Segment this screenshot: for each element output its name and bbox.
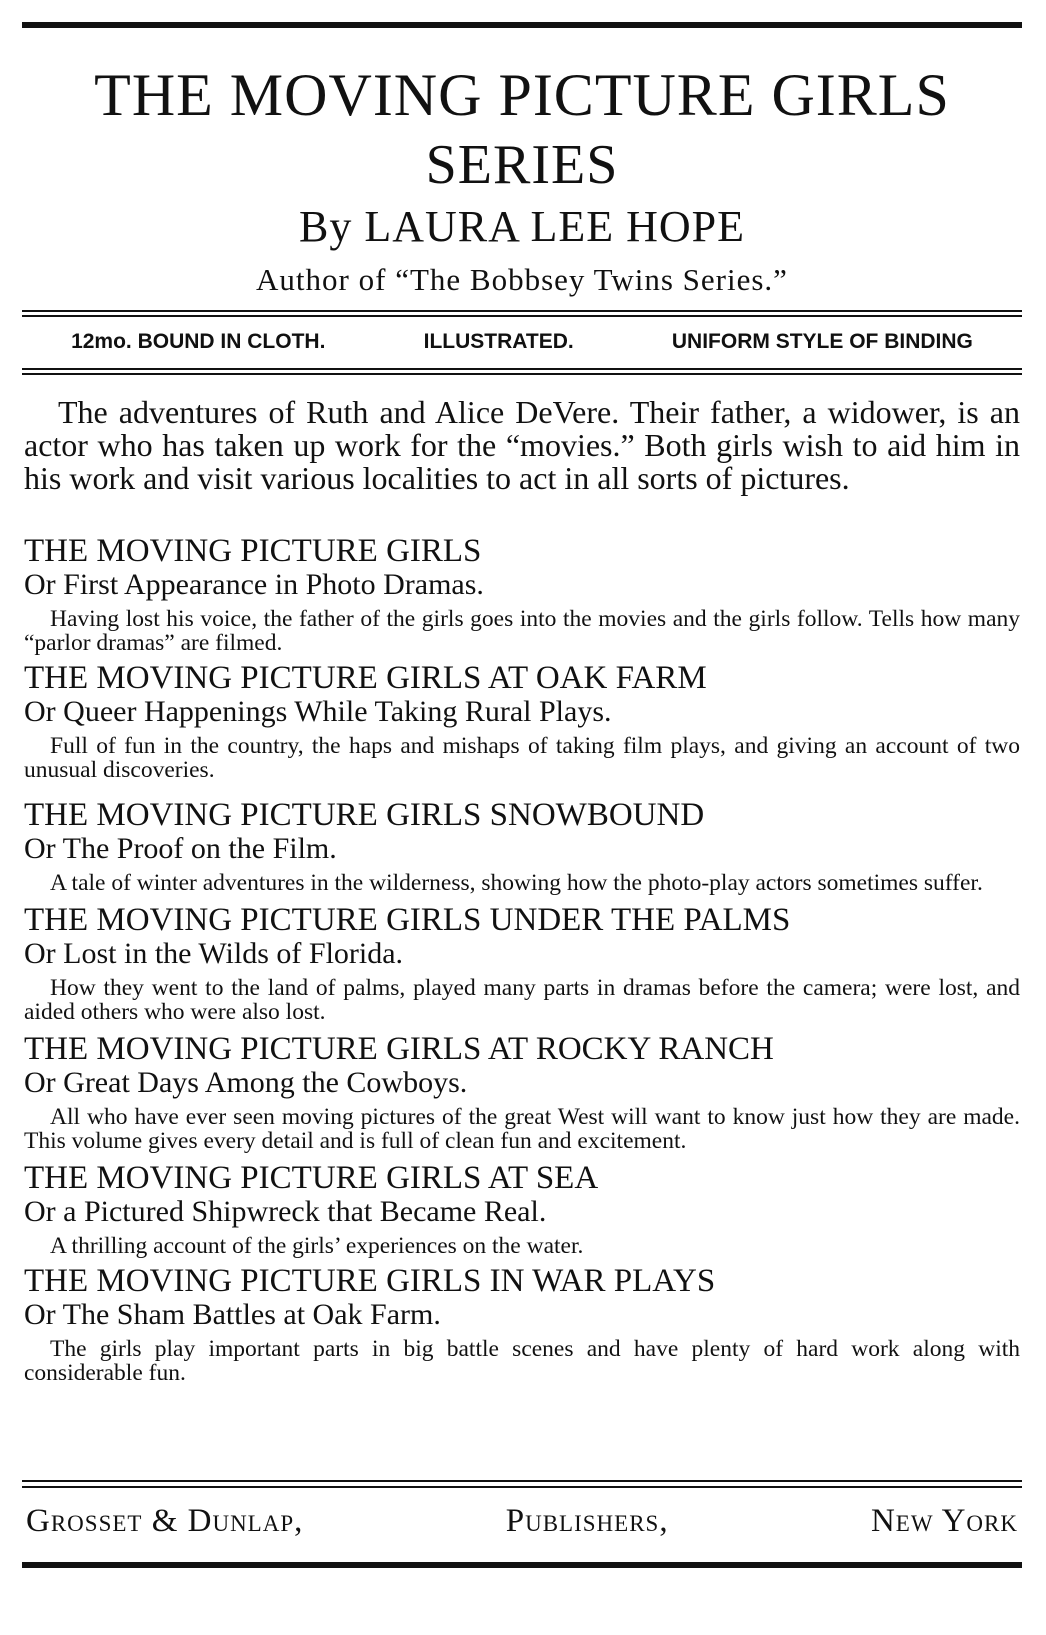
book-entry — [24, 798, 1020, 895]
book-description: All who have ever seen moving pictures of the great West will want to know just how they are made. This volume gives every detail and is full of clean fun and excitement. — [24, 1104, 1020, 1154]
binding-format: 12mo. BOUND IN CLOTH. — [71, 330, 326, 353]
top-rule — [22, 22, 1022, 28]
book-description: A thrilling account of the girls’ experiences on the water. — [50, 1233, 584, 1259]
binding-top-rule — [22, 310, 1022, 312]
advertisement-page — [22, 22, 1022, 1614]
book-title: THE MOVING PICTURE GIRLS UNDER THE PALMS — [24, 902, 791, 938]
series-title-line2: SERIES — [425, 134, 619, 196]
book-subtitle: Or Queer Happenings While Taking Rural Plays. — [24, 695, 612, 728]
publisher-role: Publishers, — [505, 1502, 669, 1539]
author-of-note: Author of “The Bobbsey Twins Series.” — [256, 262, 788, 297]
book-title: THE MOVING PICTURE GIRLS AT OAK FARM — [24, 660, 707, 696]
book-entry — [24, 1264, 1020, 1385]
binding-info — [22, 320, 1022, 364]
book-entry — [24, 534, 1020, 655]
binding-top-rule-2 — [22, 315, 1022, 317]
book-entry — [24, 1161, 1020, 1258]
book-entry — [24, 1032, 1020, 1153]
binding-illustrated: ILLUSTRATED. — [423, 330, 574, 353]
book-title: THE MOVING PICTURE GIRLS AT ROCKY RANCH — [24, 1031, 774, 1067]
byline: By LAURA LEE HOPE — [299, 202, 745, 251]
footer-top-rule-2 — [22, 1486, 1022, 1488]
publisher-footer — [22, 1496, 1022, 1546]
binding-bottom-rule-2 — [22, 373, 1022, 375]
bottom-rule — [22, 1562, 1022, 1568]
book-description: How they went to the land of palms, played many parts in dramas before the camera; were lost, and aided others who were also lost. — [24, 975, 1020, 1025]
book-title: THE MOVING PICTURE GIRLS AT SEA — [24, 1160, 599, 1196]
book-subtitle: Or a Pictured Shipwreck that Became Real. — [24, 1195, 547, 1228]
book-subtitle: Or First Appearance in Photo Dramas. — [24, 568, 484, 601]
book-subtitle: Or Great Days Among the Cowboys. — [24, 1066, 468, 1099]
book-list — [24, 534, 1020, 1385]
book-subtitle: Or The Proof on the Film. — [24, 832, 337, 865]
book-subtitle: Or The Sham Battles at Oak Farm. — [24, 1298, 441, 1331]
binding-bottom-rule — [22, 368, 1022, 370]
book-description: Full of fun in the country, the haps and mishaps of taking film plays, and giving an account of two unusual discoveries. — [24, 733, 1020, 783]
book-entry — [24, 661, 1020, 782]
series-intro: The adventures of Ruth and Alice DeVere. Their father, a widower, is an actor who has taken up work for the “movies.” Both girls wish to aid him in his work and visit various localities to act in all sorts of pictures. — [24, 394, 1020, 496]
book-entry — [24, 903, 1020, 1024]
book-title: THE MOVING PICTURE GIRLS IN WAR PLAYS — [24, 1263, 716, 1299]
publisher-city: New York — [870, 1502, 1018, 1539]
book-title: THE MOVING PICTURE GIRLS SNOWBOUND — [24, 797, 705, 833]
binding-style: UNIFORM STYLE OF BINDING — [671, 330, 973, 353]
book-description: Having lost his voice, the father of the girls goes into the movies and the girls follow. Tells how many “parlor dramas” are filmed. — [24, 606, 1020, 656]
book-description: A tale of winter adventures in the wilderness, showing how the photo-play actors sometimes suffer. — [50, 870, 983, 896]
publisher-name: Grosset & Dunlap, — [26, 1502, 304, 1539]
book-subtitle: Or Lost in the Wilds of Florida. — [24, 937, 404, 970]
book-description: The girls play important parts in big battle scenes and have plenty of hard work along with considerable fun. — [24, 1336, 1020, 1386]
footer-top-rule — [22, 1480, 1022, 1482]
book-title: THE MOVING PICTURE GIRLS — [24, 533, 482, 569]
series-title: THE MOVING PICTURE GIRLS — [94, 62, 950, 128]
